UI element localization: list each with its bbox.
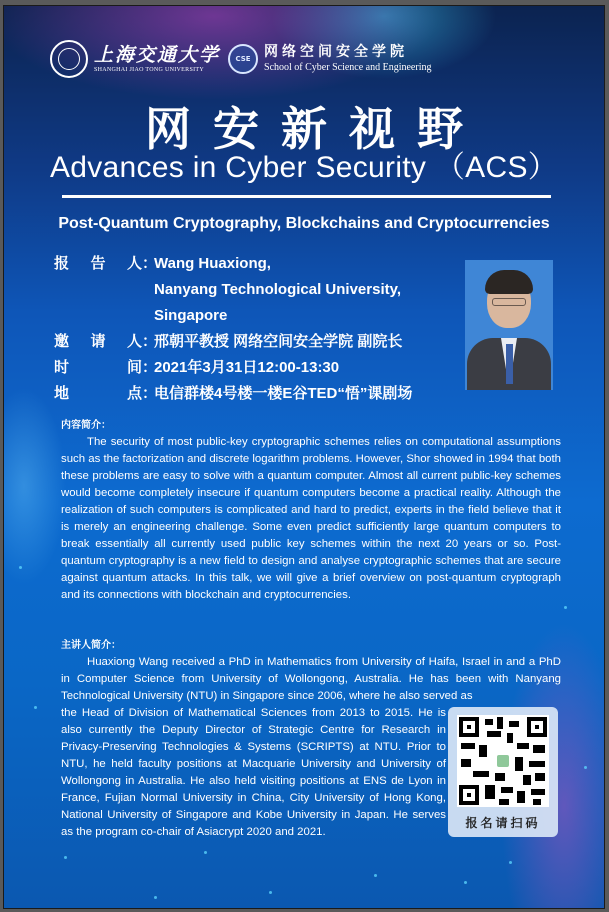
- speaker-country: Singapore: [154, 307, 228, 324]
- label-char: 人: [126, 333, 142, 350]
- inviter-label: [54, 329, 158, 355]
- label-colon: ：: [142, 255, 158, 272]
- qr-module: [487, 731, 501, 737]
- qr-finder: [527, 717, 547, 737]
- qr-module: [533, 799, 541, 805]
- qr-module: [517, 743, 529, 749]
- speaker-photo: [465, 260, 553, 390]
- location-label: [54, 381, 158, 407]
- series-title-cn: 网安新视野: [145, 102, 485, 156]
- qr-module: [509, 721, 519, 727]
- qr-module: [479, 745, 487, 757]
- speaker-name: Wang Huaxiong,: [154, 255, 271, 272]
- qr-module: [531, 789, 545, 795]
- qr-caption: 报名请扫码: [465, 816, 541, 830]
- qr-module: [485, 719, 493, 725]
- qr-module: [533, 745, 545, 753]
- photo-tie: [506, 344, 513, 384]
- registration-qr-card: [448, 707, 558, 837]
- sjtu-seal-icon: [50, 40, 88, 78]
- time-value: 2021年3月31日12:00-13:30: [154, 359, 340, 376]
- qr-module: [515, 757, 523, 771]
- label-char: 告: [90, 255, 106, 272]
- qr-module: [495, 773, 505, 781]
- info-row-time: [54, 355, 464, 381]
- label-char: 点: [126, 385, 142, 402]
- time-label: [54, 355, 158, 381]
- title-divider: [62, 195, 551, 198]
- qr-module: [497, 717, 503, 729]
- school-name-cn: 网络空间安全学院: [264, 44, 409, 60]
- event-poster: [3, 5, 605, 909]
- talk-title: Post-Quantum Cryptography, Blockchains and Cryptocurrencies: [58, 215, 550, 232]
- label-colon: ：: [142, 333, 158, 350]
- bio-body-rest: the Head of Division of Mathematical Sciences from 2013 to 2015. He is also currently the Deputy Director of Strategic Centre for Research in Privacy-Preserving Technologies & Systems (SCRIPTS) at NTU. Prior to NTU, he held faculty positions at Macquarie University and University of Wollongong in Australia. He also held visiting positions at ENS de Lyon in France, Fujian Normal University in China, City University of Hong Kong, National University of Singapore and Kobe University in Japan. He serves as the program co-chair of Asiacrypt 2020 and 2021.: [61, 707, 446, 838]
- school-name-en: School of Cyber Science and Engineering: [264, 62, 432, 73]
- bio-body-top: Huaxiong Wang received a PhD in Mathematics from University of Haifa, Israel in and a PhD in Computer Science from University of Wollongong, Australia. He has been with Nanyang Technological University (NTU) in Singapore since 2006, where he also served as: [61, 656, 561, 702]
- sjtu-name-en: SHANGHAI JIAO TONG UNIVERSITY: [94, 66, 204, 73]
- label-char: 人: [126, 255, 142, 272]
- qr-module: [529, 761, 545, 767]
- qr-module: [461, 743, 475, 749]
- location-value: 电信群楼4号楼一楼E谷TED“悟”课剧场: [154, 385, 413, 402]
- label-char: 请: [90, 333, 106, 350]
- qr-module: [461, 759, 471, 767]
- label-char: 间: [126, 359, 142, 376]
- abstract-body: The security of most public-key cryptographic schemes relies on computational assumptions such as the factorization and discrete logarithm problems. However, Shor showed in 1994 that both these problems are easy to solve with a quantum computer. Almost all current public-key schemes would become completely insecure if quantum computers become a practical reality. Although the realization of such computers is complicated and hard to predict, experts in the field believe that it is merely an engineering challenge. Some even predict sufficiently large quantum computers to break essentially all currently used public key schemes within the next 20 years or so. Post-quantum cryptography is a new field to design and analyse cryptographic schemes that are secure against quantum attacks. In this talk, we will give a brief overview on post-quantum cryptograph and its connections with blockchain and cryptocurrencies.: [61, 436, 561, 601]
- school-logo: [264, 43, 431, 75]
- cse-seal-text: CSE: [235, 55, 251, 63]
- event-info: [54, 251, 464, 407]
- label-colon: ：: [142, 385, 158, 402]
- qr-module: [501, 787, 513, 793]
- qr-module: [517, 791, 525, 803]
- qr-module: [507, 733, 513, 743]
- info-row-location: [54, 381, 464, 407]
- label-char: 报: [54, 255, 70, 272]
- qr-center-logo: [497, 755, 509, 767]
- sjtu-name-cn: 上海交通大学: [94, 43, 221, 66]
- cse-seal-icon: [228, 44, 258, 74]
- speaker-label: [54, 251, 158, 329]
- photo-hair: [485, 270, 533, 294]
- qr-finder: [459, 717, 479, 737]
- inviter-value: 邢朝平教授 网络空间安全学院 副院长: [154, 333, 403, 350]
- photo-glasses: [492, 298, 526, 306]
- label-char: 地: [54, 385, 70, 402]
- info-row-speaker: [54, 251, 464, 329]
- speaker-value: [154, 251, 401, 329]
- qr-module: [473, 771, 489, 777]
- qr-finder: [459, 785, 479, 805]
- abstract-heading: 内容简介：: [61, 420, 111, 431]
- info-row-inviter: [54, 329, 464, 355]
- sjtu-logo: [94, 44, 220, 75]
- abstract-section: [61, 418, 561, 604]
- qr-module: [523, 775, 531, 785]
- label-char: 时: [54, 359, 70, 376]
- qr-module: [485, 785, 495, 799]
- qr-code-icon[interactable]: [457, 715, 549, 807]
- speaker-affiliation: Nanyang Technological University,: [154, 281, 402, 298]
- qr-module: [499, 799, 509, 805]
- label-char: 邀: [54, 333, 70, 350]
- header-logos: [50, 39, 431, 79]
- bio-heading: 主讲人简介：: [61, 640, 121, 651]
- series-title-en: Advances in Cyber Security （ACS）: [49, 151, 559, 184]
- qr-module: [535, 773, 545, 781]
- label-colon: ：: [142, 359, 158, 376]
